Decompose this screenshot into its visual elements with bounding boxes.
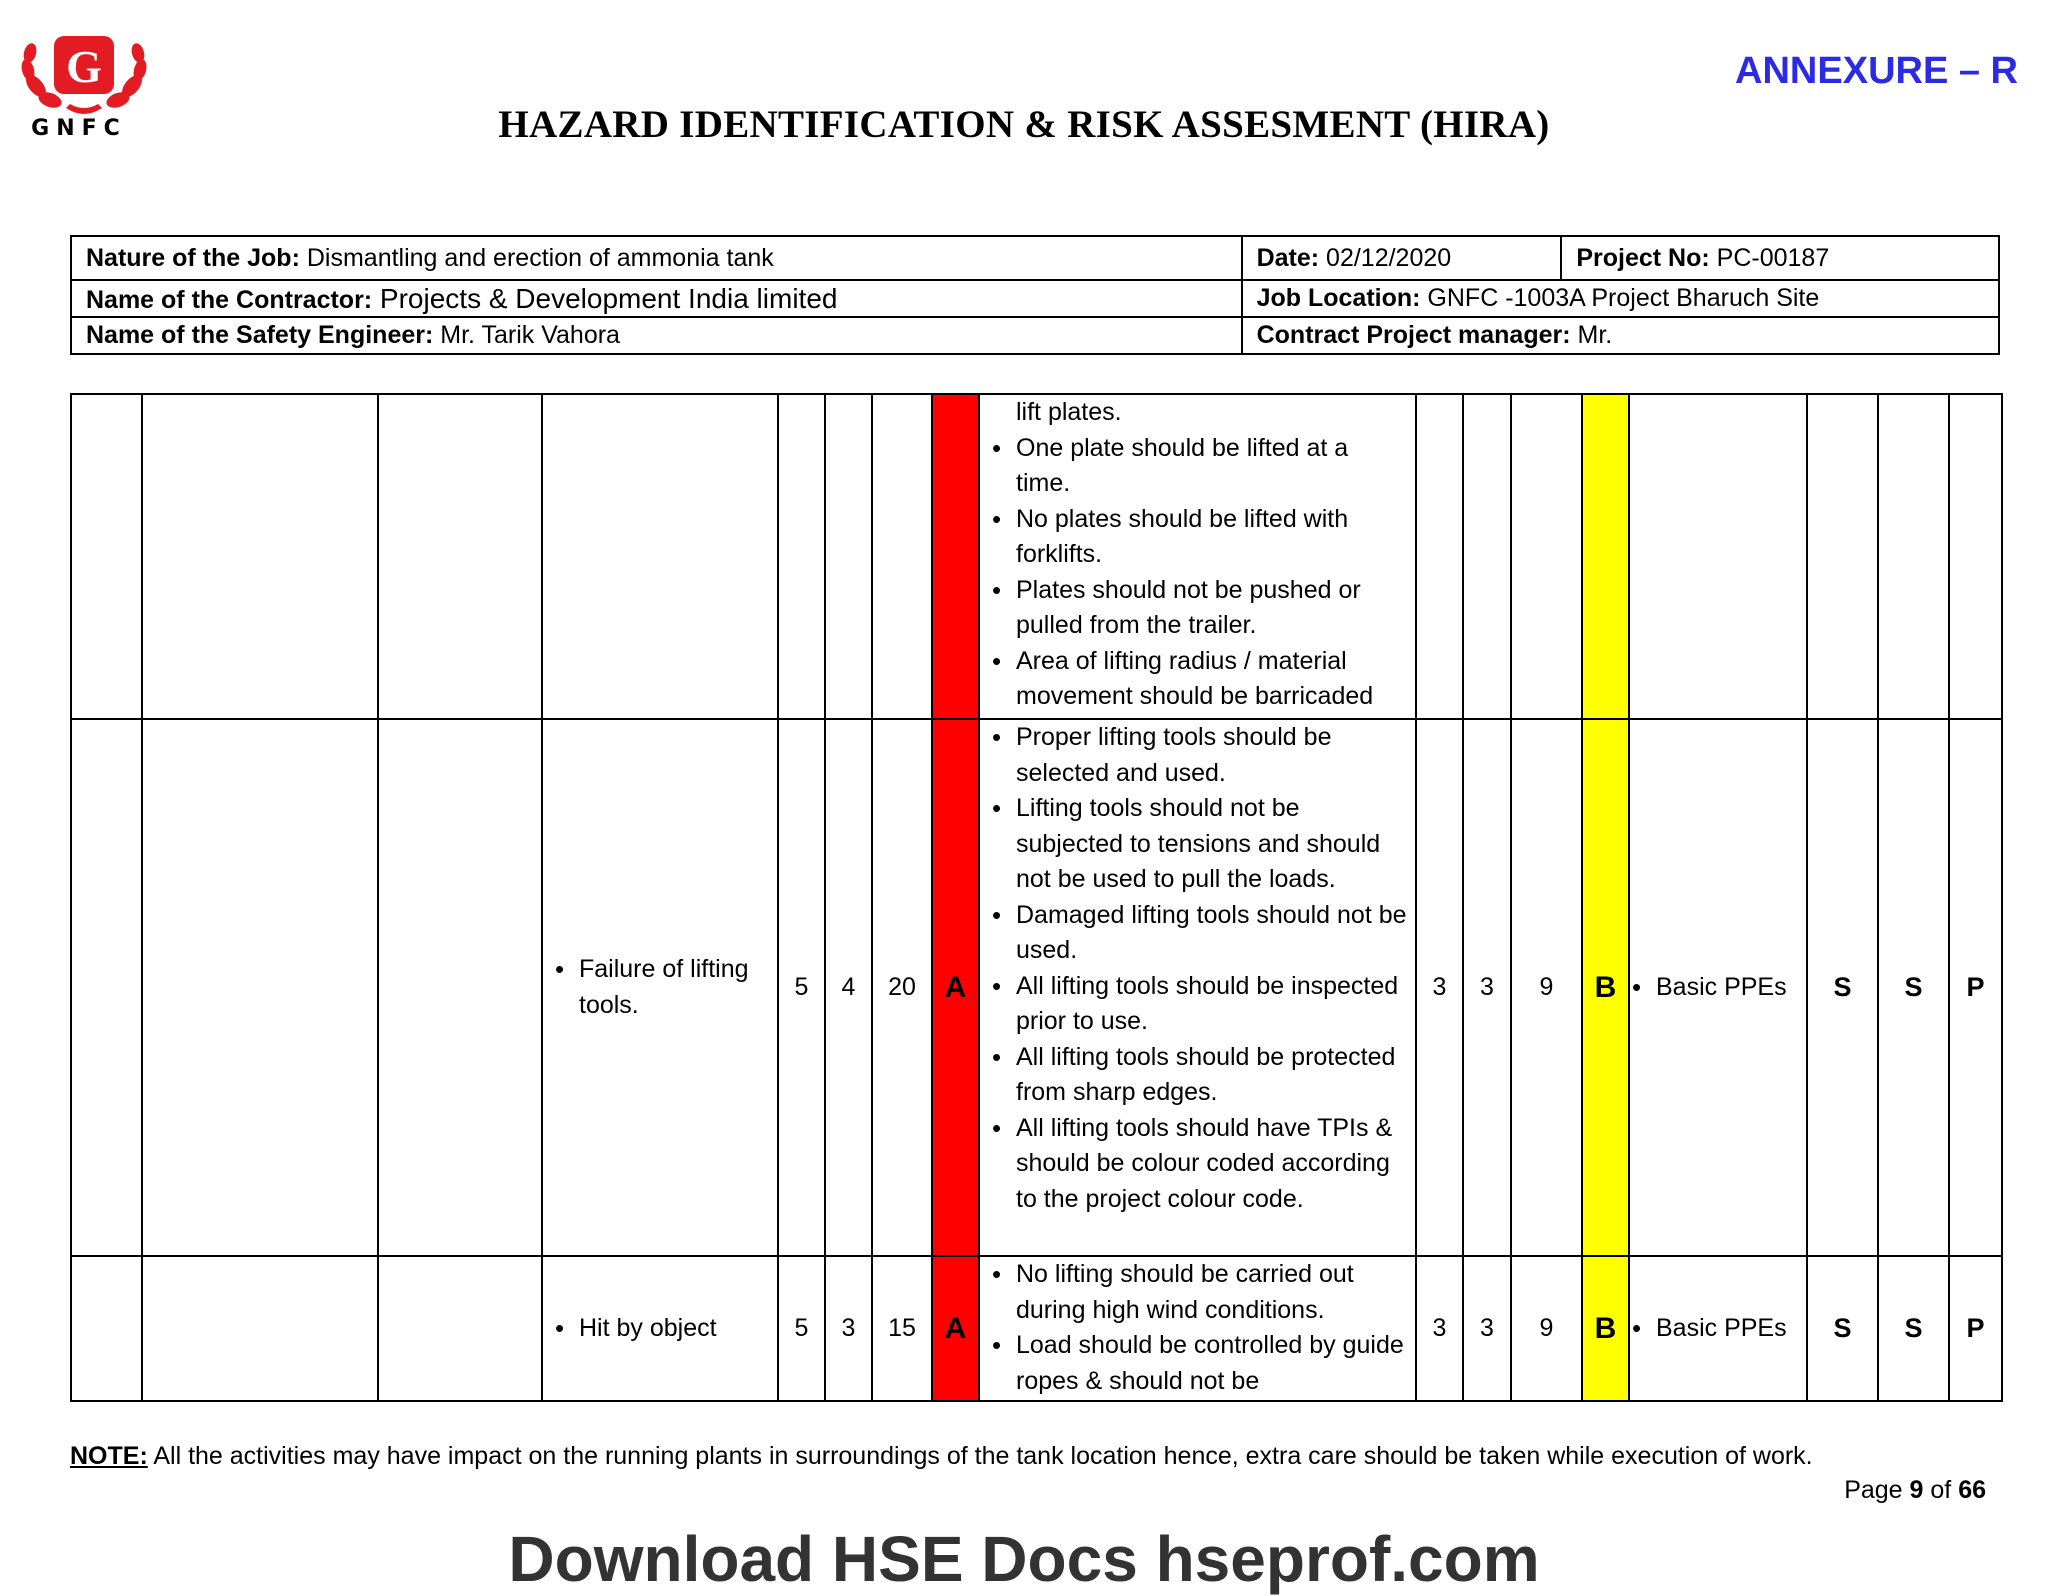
document-title: HAZARD IDENTIFICATION & RISK ASSESMENT (HIRA) [498, 103, 1550, 146]
cell-probability-residual: 3 [1416, 719, 1463, 1256]
page-total: 66 [1958, 1476, 1986, 1504]
list-item: • Load should be controlled by guide ropes & should not be [1016, 1328, 1407, 1399]
list-item: • Failure of lifting tools. [579, 952, 777, 1023]
list-item: • Area of lifting radius / material movement should be barricaded [1016, 644, 1407, 715]
list-item: • All lifting tools should be protected from sharp edges. [1016, 1040, 1407, 1111]
contractor-label: Name of the Contractor: [86, 285, 373, 314]
date-cell [1242, 236, 1562, 280]
location-label: Job Location: [1256, 284, 1421, 312]
cell-risk-category-initial: A [932, 1256, 979, 1401]
list-item: • No plates should be lifted with forklifts. [1016, 502, 1407, 573]
cell-probability: 5 [778, 719, 825, 1256]
cell-risk: 15 [872, 1256, 932, 1401]
control-list [990, 1257, 1407, 1399]
list-item: • Lifting tools should not be subjected to tensions and should not be used to pull the loads. [1016, 791, 1407, 898]
safety-label: Name of the Safety Engineer: [86, 321, 434, 349]
cell-severity-residual: 3 [1463, 719, 1511, 1256]
cell-subactivity [378, 1256, 542, 1401]
control-continuation: lift plates. [1016, 398, 1122, 426]
ppe-list [1630, 1311, 1806, 1347]
cell-responsibility-2: S [1878, 719, 1949, 1256]
date-label: Date: [1256, 243, 1320, 272]
page-number [1844, 1476, 1986, 1505]
cell-responsibility-1: S [1807, 719, 1878, 1256]
watermark-footer: Download HSE Docs hseprof.com [508, 1523, 1540, 1595]
table-row [71, 719, 2002, 1256]
page-current: 9 [1909, 1476, 1924, 1504]
cell-risk-category-initial: A [932, 719, 979, 1256]
cell-responsibility-3 [1949, 394, 2002, 719]
list-item: • Basic PPEs [1656, 1311, 1806, 1347]
cell-hazard [542, 1256, 778, 1401]
logo-text: GNFC [31, 116, 127, 141]
ppe-list [1630, 970, 1806, 1006]
cell-risk-category-residual: B [1582, 1256, 1629, 1401]
cell-sr [71, 394, 142, 719]
note-label: NOTE: [70, 1442, 148, 1470]
page-middle: of [1923, 1476, 1959, 1504]
cell-activity [142, 719, 378, 1256]
project-manager-cell [1242, 317, 1999, 354]
cell-probability [778, 394, 825, 719]
control-list [990, 431, 1407, 715]
cell-probability-residual [1416, 394, 1463, 719]
contractor-cell [71, 280, 1242, 317]
job-info-table [70, 235, 2000, 355]
cell-hazard [542, 719, 778, 1256]
cell-severity: 4 [825, 719, 872, 1256]
cell-ppe [1629, 719, 1807, 1256]
project-value: PC-00187 [1709, 243, 1830, 272]
project-label: Project No: [1576, 243, 1710, 272]
cell-activity [142, 1256, 378, 1401]
location-value: GNFC -1003A Project Bharuch Site [1420, 284, 1820, 312]
cell-sr [71, 1256, 142, 1401]
job-location-cell [1242, 280, 1999, 317]
cell-controls [979, 394, 1416, 719]
nature-label: Nature of the Job: [86, 243, 300, 272]
cell-risk-residual: 9 [1511, 1256, 1582, 1401]
list-item: • Basic PPEs [1656, 970, 1806, 1006]
cell-responsibility-1: S [1807, 1256, 1878, 1401]
cell-sr [71, 719, 142, 1256]
note-text [70, 1442, 1813, 1471]
cell-subactivity [378, 719, 542, 1256]
cell-risk-category-residual [1582, 394, 1629, 719]
cell-responsibility-1 [1807, 394, 1878, 719]
list-item: • Hit by object [579, 1311, 777, 1347]
cell-severity: 3 [825, 1256, 872, 1401]
table-row [71, 394, 2002, 719]
cell-controls [979, 719, 1416, 1256]
cell-controls [979, 1256, 1416, 1401]
list-item: • Proper lifting tools should be selected and used. [1016, 720, 1407, 791]
list-item: • No lifting should be carried out during high wind conditions. [1016, 1257, 1407, 1328]
list-item: • Plates should not be pushed or pulled from the trailer. [1016, 573, 1407, 644]
hazard-list [543, 1311, 777, 1347]
cell-hazard [542, 394, 778, 719]
nature-value: Dismantling and erection of ammonia tank [299, 243, 774, 272]
contractor-value: Projects & Development India limited [372, 282, 838, 314]
manager-label: Contract Project manager: [1256, 321, 1571, 349]
logo-letter: G [66, 41, 102, 92]
cell-risk-residual [1511, 394, 1582, 719]
safety-engineer-cell [71, 317, 1242, 354]
cell-probability: 5 [778, 1256, 825, 1401]
cell-severity-residual [1463, 394, 1511, 719]
cell-risk-category-initial [932, 394, 979, 719]
cell-risk-category-residual: B [1582, 719, 1629, 1256]
cell-severity [825, 394, 872, 719]
nature-of-job-cell [71, 236, 1242, 280]
cell-risk [872, 394, 932, 719]
manager-value: Mr. [1570, 321, 1613, 349]
cell-responsibility-3: P [1949, 719, 2002, 1256]
page-prefix: Page [1844, 1476, 1910, 1504]
date-value: 02/12/2020 [1319, 243, 1452, 272]
hira-table [70, 393, 2003, 1402]
list-item: • Damaged lifting tools should not be used. [1016, 898, 1407, 969]
cell-probability-residual: 3 [1416, 1256, 1463, 1401]
cell-ppe [1629, 394, 1807, 719]
list-item: • All lifting tools should be inspected prior to use. [1016, 969, 1407, 1040]
project-no-cell [1561, 236, 1999, 280]
control-list [990, 720, 1407, 1217]
hazard-list [543, 952, 777, 1023]
note-body: All the activities may have impact on the running plants in surroundings of the tank location hence, extra care should be taken while execution of work. [147, 1442, 1813, 1470]
annexure-label: ANNEXURE – R [1735, 50, 2018, 92]
cell-risk-residual: 9 [1511, 719, 1582, 1256]
cell-responsibility-2 [1878, 394, 1949, 719]
list-item: • One plate should be lifted at a time. [1016, 431, 1407, 502]
cell-risk: 20 [872, 719, 932, 1256]
cell-ppe [1629, 1256, 1807, 1401]
table-row [71, 1256, 2002, 1401]
safety-value: Mr. Tarik Vahora [433, 321, 620, 349]
cell-responsibility-2: S [1878, 1256, 1949, 1401]
cell-responsibility-3: P [1949, 1256, 2002, 1401]
list-item: • All lifting tools should have TPIs & should be colour coded according to the project colour code. [1016, 1111, 1407, 1218]
cell-activity [142, 394, 378, 719]
cell-severity-residual: 3 [1463, 1256, 1511, 1401]
cell-subactivity [378, 394, 542, 719]
